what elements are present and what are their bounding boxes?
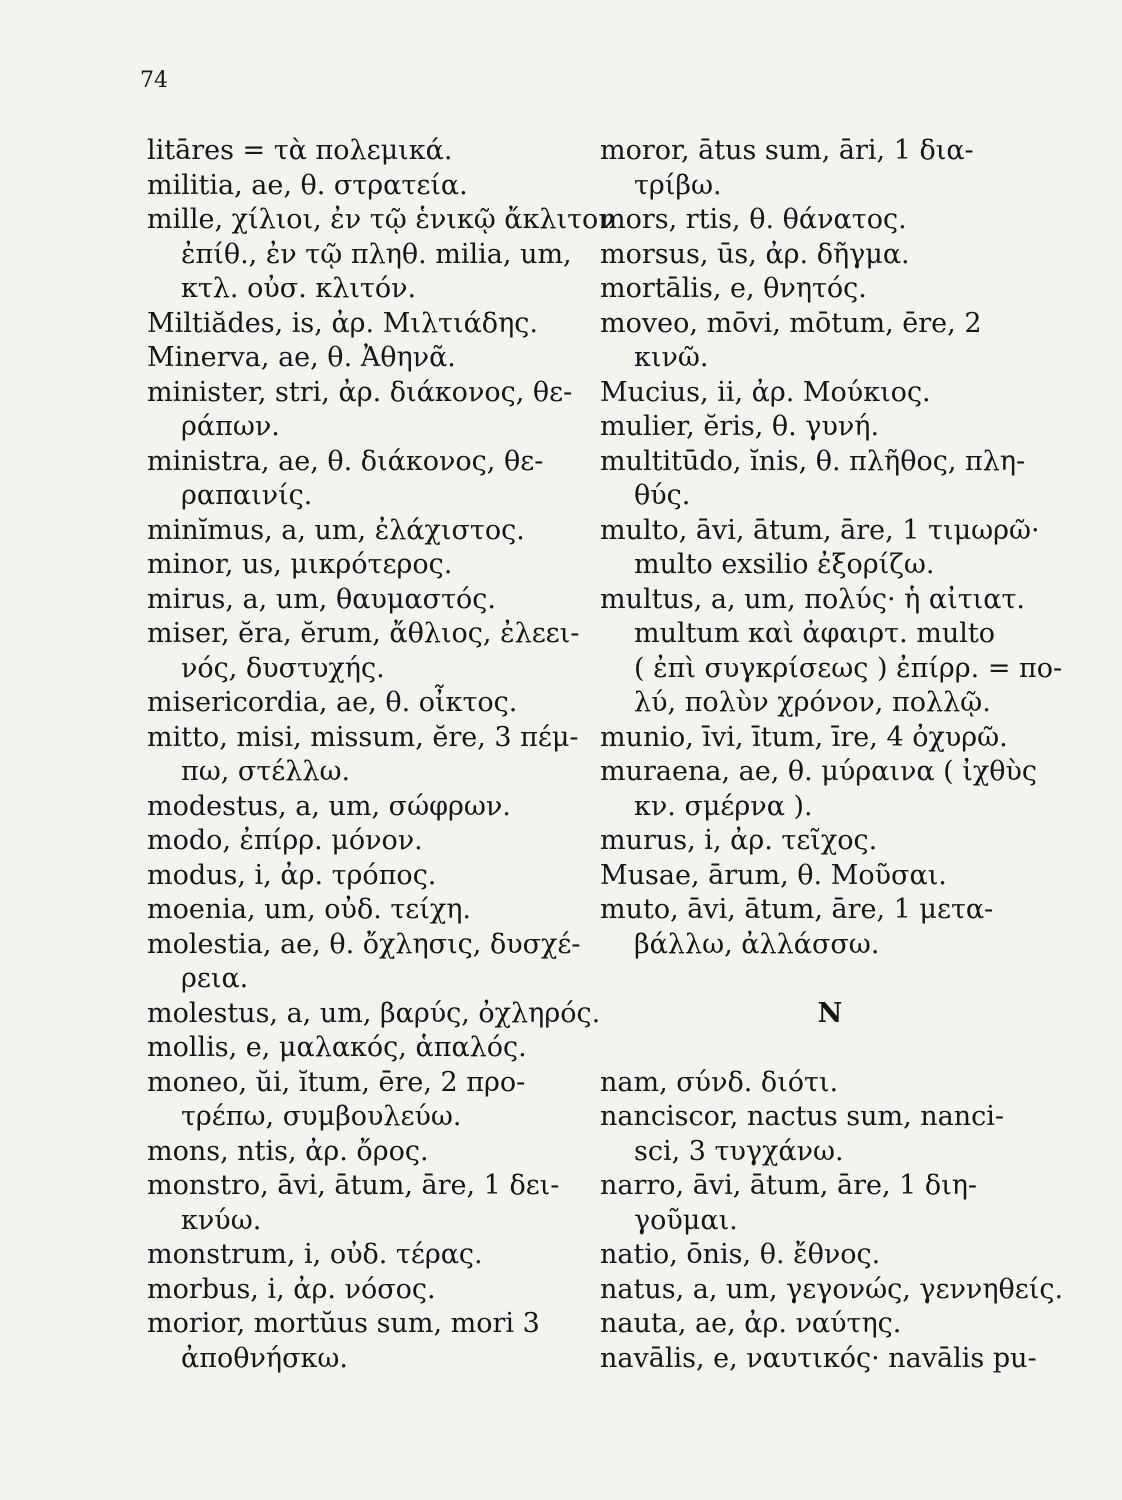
- entry-continuation: ἀποθνήσκω.: [181, 1342, 348, 1374]
- dictionary-entry: modus, i, ἀρ. τρόπος.: [147, 859, 437, 891]
- section-letter: N: [817, 997, 843, 1029]
- dictionary-entry: moror, ātus sum, āri, 1 δια-: [600, 135, 974, 166]
- dictionary-entry: mille, χίλιοι, ἐν τῷ ἑνικῷ ἄκλιτον: [147, 204, 615, 235]
- dictionary-entry: munio, īvi, ītum, īre, 4 ὀχυρῶ.: [600, 721, 1008, 753]
- entry-continuation: τρίβω.: [634, 169, 722, 201]
- dictionary-entry: multo, āvi, ātum, āre, 1 τιμωρῶ·: [600, 514, 1040, 546]
- dictionary-entry: minĭmus, a, um, ἐλάχιστος.: [147, 514, 525, 546]
- page-number: 74: [140, 68, 168, 93]
- dictionary-entry: morior, mortŭus sum, mori 3: [147, 1308, 540, 1339]
- entry-continuation: κν. σμέρνα ).: [634, 790, 813, 822]
- dictionary-entry: multitūdo, ĭnis, θ. πλῆθος, πλη-: [600, 445, 1026, 477]
- dictionary-entry: Musae, ārum, θ. Μοῦσαι.: [600, 859, 947, 891]
- dictionary-entry: Mucius, ii, ἀρ. Μούκιος.: [600, 376, 931, 408]
- entry-continuation: θύς.: [634, 480, 691, 511]
- entry-continuation: κνύω.: [181, 1204, 262, 1236]
- dictionary-entry: nauta, ae, ἀρ. ναύτης.: [600, 1308, 902, 1339]
- dictionary-entry: morbus, i, ἀρ. νόσος.: [147, 1273, 436, 1305]
- dictionary-entry: muto, āvi, ātum, āre, 1 μετα-: [600, 894, 994, 925]
- dictionary-entry: muraena, ae, θ. μύραινα ( ἰχθὺς: [600, 756, 1038, 787]
- dictionary-entry: murus, i, ἀρ. τεῖχος.: [600, 825, 878, 856]
- dictionary-entry: mirus, a, um, θαυμαστός.: [147, 583, 496, 615]
- entry-continuation: ρεια.: [181, 963, 249, 994]
- dictionary-entry: litāres = τὰ πολεμικά.: [147, 135, 453, 166]
- dictionary-entry: mortālis, e, θνητός.: [600, 273, 867, 304]
- right-column: [600, 134, 1080, 1376]
- dictionary-entry: Miltiădes, is, ἀρ. Μιλτιάδης.: [147, 307, 538, 339]
- spacer: [600, 962, 1080, 997]
- dictionary-entry: mollis, e, μαλακός, ἁπαλός.: [147, 1032, 527, 1063]
- dictionary-entry: modestus, a, um, σώφρων.: [147, 790, 511, 822]
- dictionary-entry: nam, σύνδ. διότι.: [600, 1066, 839, 1098]
- entry-continuation: νός, δυστυχής.: [181, 652, 385, 684]
- dictionary-entry: mors, rtis, θ. θάνατος.: [600, 204, 907, 235]
- dictionary-entry: multus, a, um, πολύς· ἡ αἰτιατ.: [600, 583, 1025, 615]
- dictionary-entry: minister, stri, ἀρ. διάκονος, θε-: [147, 376, 573, 408]
- dictionary-entry: ministra, ae, θ. διάκονος, θε-: [147, 445, 544, 477]
- entry-continuation: βάλλω, ἀλλάσσω.: [634, 928, 880, 960]
- dictionary-entry: misericordia, ae, θ. οἶκτος.: [147, 687, 518, 718]
- dictionary-entry: mitto, misi, missum, ĕre, 3 πέμ-: [147, 721, 579, 753]
- dictionary-entry: molestus, a, um, βαρύς, ὀχληρός.: [147, 997, 601, 1029]
- entry-continuation: ραπαινίς.: [181, 480, 313, 511]
- dictionary-entry: moveo, mōvi, mōtum, ēre, 2: [600, 307, 982, 339]
- dictionary-entry: nanciscor, nactus sum, nanci-: [600, 1101, 1005, 1132]
- entry-continuation: κτλ. οὐσ. κλιτόν.: [181, 273, 417, 304]
- dictionary-entry: modo, ἐπίρρ. μόνον.: [147, 825, 423, 856]
- entry-continuation: ἐπίθ., ἐν τῷ πληθ. milia, um,: [181, 238, 572, 270]
- entry-continuation: sci, 3 τυγχάνω.: [634, 1135, 844, 1167]
- entry-continuation: λύ, πολὺν χρόνον, πολλῷ.: [634, 687, 991, 718]
- left-column: [147, 134, 615, 1376]
- entry-continuation: multum καὶ ἀφαιρτ. multo: [634, 618, 995, 649]
- dictionary-entry: natus, a, um, γεγονώς, γεννηθείς.: [600, 1273, 1064, 1305]
- dictionary-entry: mulier, ĕris, θ. γυνή.: [600, 411, 880, 442]
- entry-continuation: κινῶ.: [634, 342, 709, 373]
- dictionary-entry: miser, ĕra, ĕrum, ἄθλιος, ἐλεει-: [147, 618, 580, 649]
- dictionary-entry: moneo, ŭi, ĭtum, ēre, 2 προ-: [147, 1066, 526, 1098]
- dictionary-entry: mons, ntis, ἀρ. ὄρος.: [147, 1135, 429, 1167]
- dictionary-entry: molestia, ae, θ. ὄχλησις, δυσχέ-: [147, 928, 581, 960]
- entry-continuation: ( ἐπὶ συγκρίσεως ) ἐπίρρ. = πο-: [634, 652, 1063, 684]
- dictionary-entry: moenia, um, οὐδ. τείχη.: [147, 894, 471, 925]
- dictionary-entry: monstro, āvi, ātum, āre, 1 δει-: [147, 1170, 560, 1201]
- entry-continuation: multo exsilio ἐξορίζω.: [634, 549, 935, 580]
- entry-continuation: τρέπω, συμβουλεύω.: [181, 1101, 462, 1132]
- dictionary-entry: militia, ae, θ. στρατεία.: [147, 169, 468, 201]
- entry-continuation: πω, στέλλω.: [181, 756, 351, 787]
- entry-continuation: ράπων.: [181, 411, 280, 442]
- dictionary-entry: narro, āvi, ātum, āre, 1 διη-: [600, 1170, 978, 1201]
- dictionary-entry: navālis, e, ναυτικός· navālis pu-: [600, 1342, 1037, 1374]
- dictionary-entry: monstrum, i, οὐδ. τέρας.: [147, 1239, 483, 1270]
- dictionary-entry: morsus, ūs, ἀρ. δῆγμα.: [600, 238, 910, 270]
- dictionary-entry: natio, ōnis, θ. ἔθνος.: [600, 1239, 881, 1270]
- spacer: [600, 1031, 1080, 1066]
- dictionary-entry: Minerva, ae, θ. Ἀθηνᾶ.: [147, 342, 456, 373]
- entry-continuation: γοῦμαι.: [634, 1204, 738, 1236]
- dictionary-entry: minor, us, μικρότερος.: [147, 549, 453, 580]
